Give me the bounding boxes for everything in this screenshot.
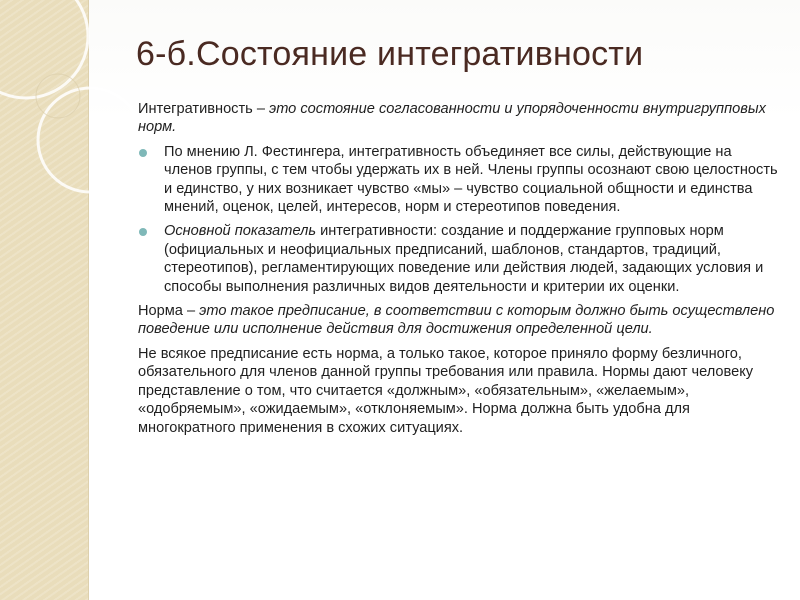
- definition-text: это состояние согласованности и упорядоченности внутригрупповых норм.: [138, 101, 766, 136]
- decor-circle-large: [0, 0, 88, 98]
- bullet-item-indicator: [138, 222, 778, 296]
- slide-title: 6-б.Состояние интегративности: [136, 35, 644, 73]
- decor-circle-small: [38, 88, 142, 192]
- definition-term: Интегративность –: [138, 101, 265, 117]
- decorative-circles: [0, 0, 120, 200]
- norm-definition: это такое предписание, в соответствии с которым должно быть осуществлено поведение или исполнение действия для достижения определенной цели.: [138, 303, 775, 338]
- definition-paragraph: [138, 100, 778, 137]
- bullet-text: интегративности: создание и поддержание групповых норм (официальных и неофициальных предписаний, шаблонов, стандартов, традиций, стереотипов), регламентирующих поведение или действия людей, задающих условия и способы выполнения различных видов деятельности и критерии их оценки.: [164, 223, 764, 295]
- bullet-dot-icon: [139, 149, 147, 157]
- bullet-item-festinger: [138, 143, 778, 217]
- norms-explanation-paragraph: Не всякое предписание есть норма, а только такое, которое приняло форму безличного, обязательного для членов данной группы требования или правила. Нормы дают человеку представление о том, что считается «должным», «обязательным», «желаемым», «одобряемым», «ожидаемым», «отклоняемым». Норма должна быть удобна для многократного применения в схожих ситуациях.: [138, 345, 754, 436]
- bullet-dot-icon: [139, 228, 147, 236]
- bullet-text: По мнению Л. Фестингера, интегративность объединяет все силы, действующие на членов группы, с тем чтобы удержать их в ней. Члены группы осознают свою целостность и единство, у них возникает чувство «мы» – чувство социальной общности и единства мнений, оценок, целей, интересов, норм и стереотипов поведения.: [164, 143, 778, 216]
- norm-term: Норма –: [138, 303, 196, 320]
- slide-content: [138, 100, 778, 443]
- bullet-emphasis: Основной показатель: [164, 223, 316, 240]
- norm-paragraph: [138, 302, 778, 339]
